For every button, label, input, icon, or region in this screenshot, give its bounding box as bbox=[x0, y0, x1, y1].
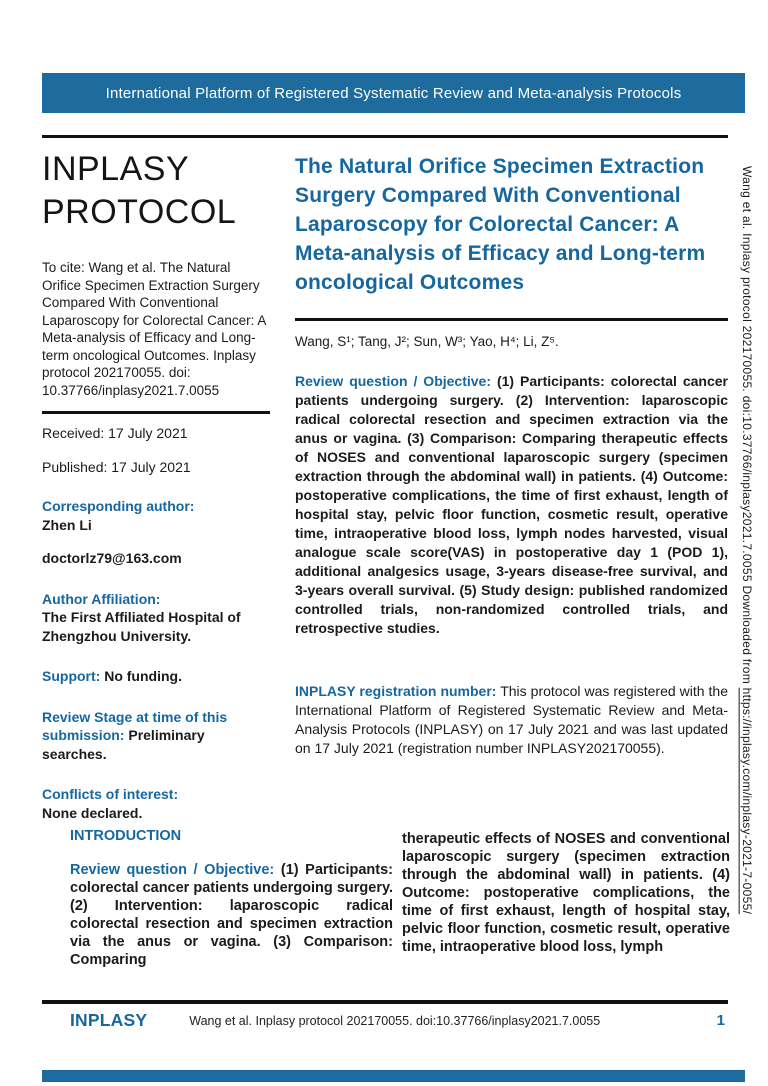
author-list: Wang, S¹; Tang, J²; Sun, W³; Yao, H⁴; Li, Z⁵. bbox=[295, 334, 559, 349]
introduction-column-1 bbox=[70, 828, 393, 969]
masthead-title bbox=[42, 148, 272, 234]
registration-paragraph bbox=[295, 682, 728, 758]
conflicts-label: Conflicts of interest: bbox=[42, 786, 179, 802]
masthead-line2: PROTOCOL bbox=[42, 193, 237, 231]
support-value: No funding. bbox=[104, 668, 182, 684]
masthead-line1: INPLASY bbox=[42, 150, 190, 188]
support-label: Support: bbox=[42, 668, 101, 684]
article-panel bbox=[295, 152, 728, 758]
affiliation-value: The First Affiliated Hospital of Zhengzhou University. bbox=[42, 609, 241, 644]
page-footer bbox=[70, 1010, 725, 1031]
review-stage-value: Preliminary searches. bbox=[42, 727, 205, 762]
to-cite-text: To cite: Wang et al. The Natural Orifice Specimen Extraction Surgery Compared With Conventional Laparoscopy for Colorectal Cancer: A Meta-analysis of Efficacy and Long-term oncological Outcomes. Inplasy protocol 202170055. doi: 10.37766/inplasy2021.7.0055 bbox=[42, 260, 266, 398]
conflicts-value: None declared. bbox=[42, 804, 143, 821]
introduction-objective-label: Review question / Objective: bbox=[70, 862, 275, 878]
received-date: Received: 17 July 2021 bbox=[42, 425, 188, 441]
platform-banner-text: International Platform of Registered Systematic Review and Meta-analysis Protocols bbox=[105, 84, 682, 102]
vertical-citation bbox=[740, 166, 754, 994]
introduction-paragraph-2: therapeutic effects of NOSES and conventional laparoscopic surgery (specimen extraction through the abdominal wall) in patients. (4) Outcome: postoperative complications, the time of first exhaust, length of hospital stay, pelvic floor function, cosmetic result, operative time, intraoperative blood loss, lymph bbox=[402, 831, 730, 955]
left-panel-divider bbox=[42, 411, 270, 414]
platform-banner bbox=[42, 73, 745, 113]
corresponding-author-label: Corresponding author: bbox=[42, 498, 195, 514]
review-question-label: Review question / Objective: bbox=[295, 373, 492, 389]
support-block bbox=[42, 667, 272, 686]
affiliation-label: Author Affiliation: bbox=[42, 590, 161, 607]
corresponding-author-name: Zhen Li bbox=[42, 516, 92, 533]
introduction-column-2 bbox=[402, 828, 730, 969]
introduction-objective-text: (1) Participants: colorectal cancer patients undergoing surgery. (2) Intervention: laparoscopic radical colorectal resection and specimen extraction via the anus or vagina. (3) Comparison: Comparing bbox=[70, 862, 394, 968]
corresponding-author-email: doctorlz79@163.com bbox=[42, 550, 182, 566]
published-date: Published: 17 July 2021 bbox=[42, 459, 191, 475]
introduction-heading: INTRODUCTION bbox=[70, 828, 182, 844]
review-stage-block bbox=[42, 708, 272, 764]
vertical-citation-text: Wang et al. Inplasy protocol 202170055. doi:10.37766/inplasy2021.7.0055 Downloaded from bbox=[740, 166, 754, 688]
introduction-section bbox=[70, 828, 730, 969]
title-divider bbox=[295, 318, 728, 321]
corresponding-author-block bbox=[42, 497, 272, 568]
introduction-paragraph-1 bbox=[70, 861, 393, 969]
footer-citation: Wang et al. Inplasy protocol 202170055. doi:10.37766/inplasy2021.7.0055 bbox=[189, 1013, 601, 1028]
footer-brand: INPLASY bbox=[70, 1010, 148, 1030]
affiliation-block bbox=[42, 590, 272, 646]
review-stage-label: Review Stage at time of this submission: bbox=[42, 708, 228, 743]
review-question-paragraph bbox=[295, 372, 728, 638]
top-divider bbox=[42, 135, 728, 138]
page-number: 1 bbox=[716, 1012, 725, 1029]
footer-divider bbox=[42, 1000, 728, 1004]
left-panel bbox=[42, 148, 272, 822]
bottom-color-bar bbox=[42, 1070, 745, 1082]
registration-label: INPLASY registration number: bbox=[295, 683, 497, 699]
conflicts-block bbox=[42, 785, 272, 822]
registration-text: This protocol was registered with the International Platform of Registered Systematic Review and Meta-Analysis Protocols (INPLASY) on 17 July 2021 and was last updated on 17 July 2021 (registration number INPLASY202170055). bbox=[295, 683, 729, 756]
review-question-text: (1) Participants: colorectal cancer patients undergoing surgery. (2) Intervention: laparoscopic radical colorectal resection and specimen extraction via the anus or vagina. (3) Comparison: Comparing therapeutic effects of NOSES and conventional laparoscopic surgery (specimen extraction through the abdominal wall) in patients. (4) Outcome: postoperative complications, the time of first exhaust, length of hospital stay, pelvic floor function, cosmetic result, operative time, intraoperative blood loss, lymph nodes harvested, visual analogue scale score(VAS) in postoperative day 1 (POD 1), additional analgesics usage, 3-years disease-free survival, and 3-years overall survival. (5) Study design: published randomized controlled trials, non-randomized controlled trials, and retrospective studies. bbox=[295, 373, 729, 636]
download-source-link[interactable]: https://inplasy.com/inplasy-2021-7-0055/ bbox=[740, 687, 754, 915]
article-title: The Natural Orifice Specimen Extraction Surgery Compared With Conventional Laparoscopy for Colorectal Cancer: A Meta-analysis of Efficacy and Long-term oncological Outcomes bbox=[295, 155, 706, 294]
